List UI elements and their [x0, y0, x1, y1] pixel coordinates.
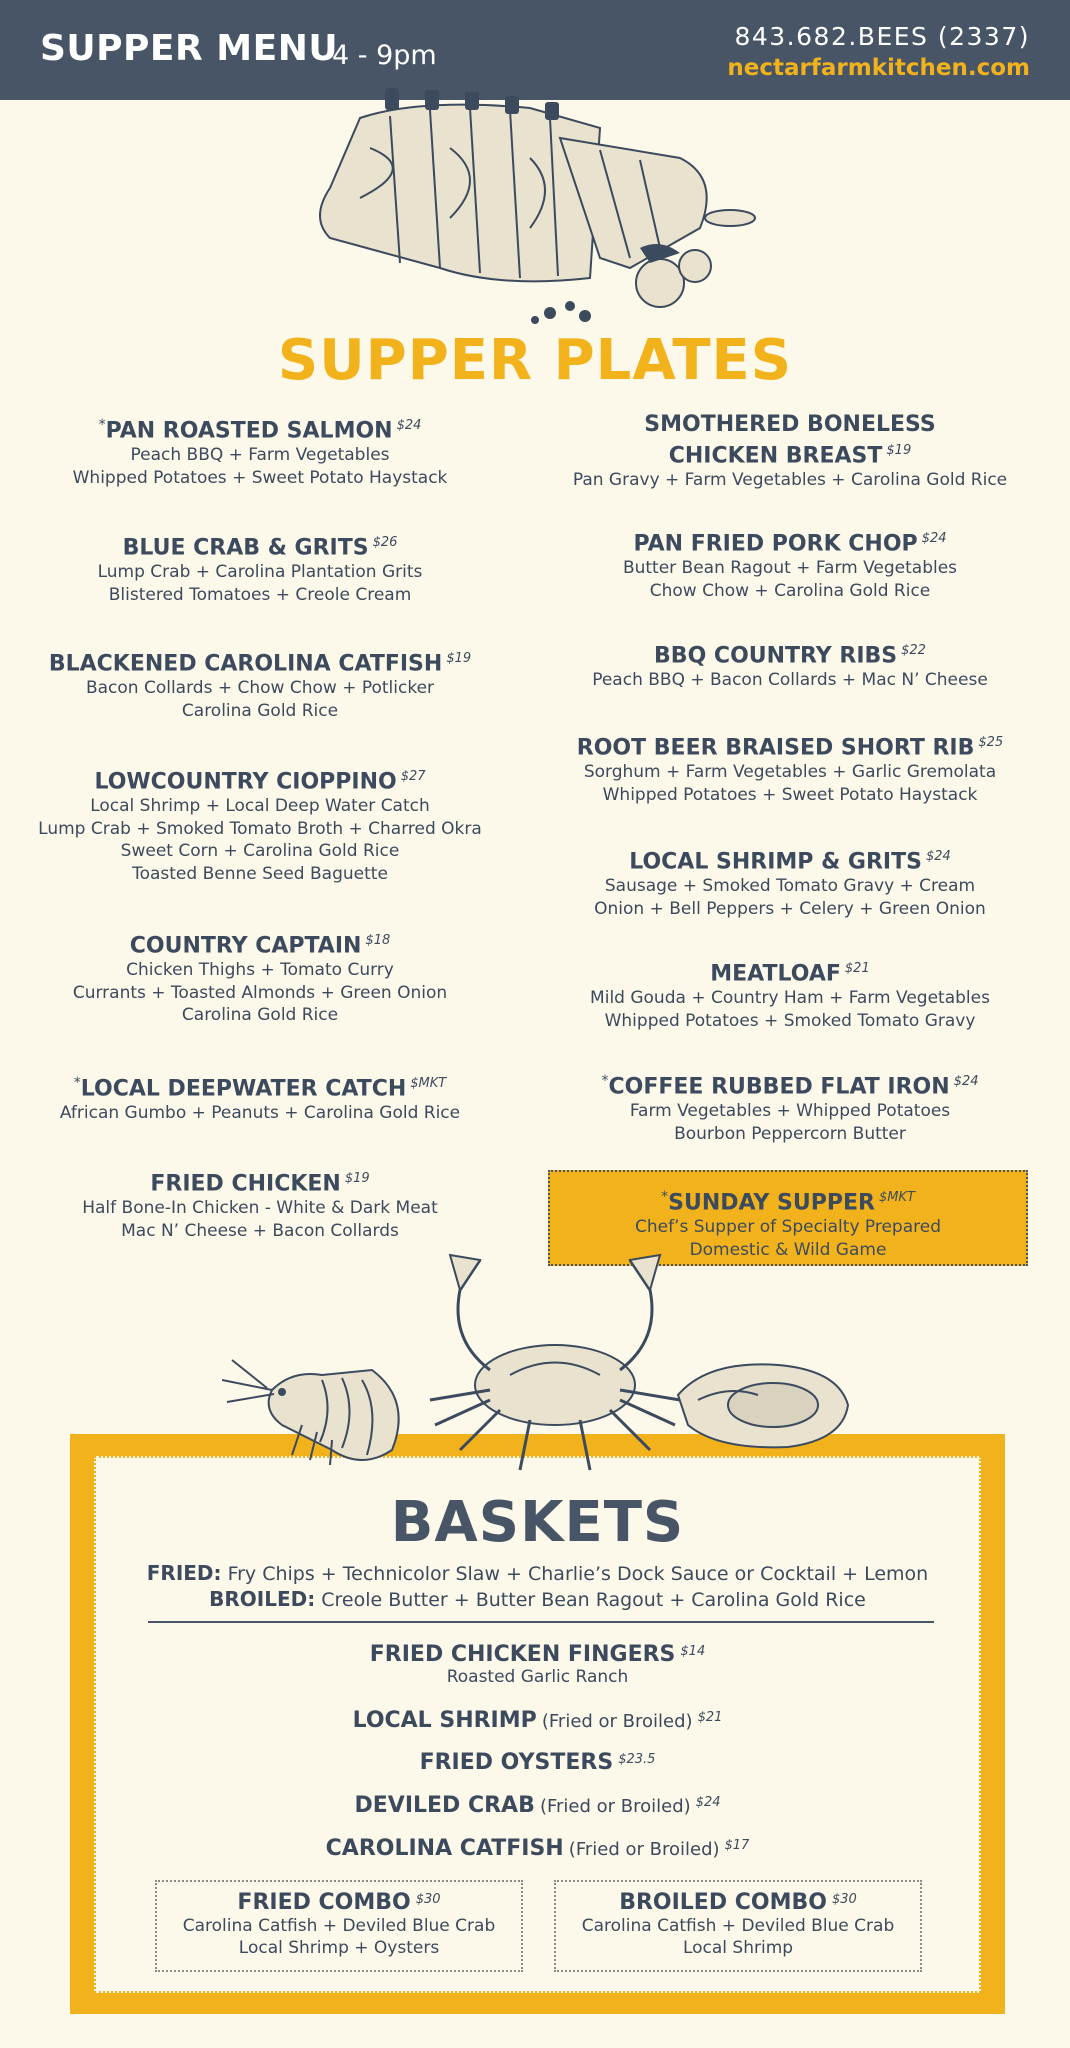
website-link[interactable]: nectarfarmkitchen.com [727, 55, 1030, 81]
menu-item: FRIED CHICKEN $^{\$19}$ Half Bone-In Chicken - White & Dark Meat Mac N’ Cheese + Bacon Collards [82, 1171, 438, 1241]
item-price: $MKT [410, 1076, 447, 1091]
item-price: $30 [831, 1891, 857, 1907]
item-name: COUNTRY CAPTAIN [129, 933, 362, 959]
menu-item: LOWCOUNTRY CIOPPINO $^{\$27}$ Local Shrimp + Local Deep Water Catch Lump Crab + Smoked Tomato Broth + Charred Okra Sweet Corn + Carolina Gold Rice Toasted Benne Seed Baguette [38, 769, 482, 884]
broiled-sides-line: BROILED: Creole Butter + Butter Bean Ragout + Carolina Gold Rice [209, 1587, 866, 1611]
basket-item: CAROLINA CATFISH (Fried or Broiled) $^{\$17}$ [325, 1836, 750, 1861]
item-name: LOCAL SHRIMP [352, 1708, 537, 1733]
shrimp-illustration [222, 1330, 422, 1470]
item-price: $19 [344, 1171, 370, 1186]
item-price: $24 [695, 1794, 721, 1810]
phone-number[interactable]: 843.682.BEES (2337) [734, 22, 1030, 51]
item-name: BLACKENED CAROLINA CATFISH [48, 651, 443, 677]
fried-label: FRIED: [146, 1561, 222, 1585]
item-price: $22 [901, 643, 926, 658]
menu-item: COUNTRY CAPTAIN $^{\$18}$ Chicken Thighs + Tomato Curry Currants + Toasted Almonds + Green Onion Carolina Gold Rice [72, 933, 448, 1026]
basket-item: DEVILED CRAB (Fried or Broiled) $^{\$24}$ [354, 1793, 721, 1818]
basket-item: FRIED CHICKEN FINGERS $^{\$14}$ Roasted Garlic Ranch [369, 1642, 706, 1687]
baskets-divider [148, 1621, 934, 1623]
basket-item [70, 1750, 1005, 1775]
item-price: $MKT [878, 1190, 915, 1205]
item-name: BROILED COMBO [619, 1890, 827, 1915]
menu-item: LOCAL SHRIMP & GRITS $^{\$24}$ Sausage + Smoked Tomato Gravy + Cream Onion + Bell Peppers + Celery + Green Onion [594, 849, 986, 919]
item-price: $21 [844, 961, 870, 976]
menu-item: MEATLOAF $^{\$21}$ Mild Gouda + Country Ham + Farm Vegetables Whipped Potatoes + Smoked Tomato Gravy [590, 961, 990, 1031]
item-price: $25 [978, 735, 1004, 750]
broiled-combo-box: BROILED COMBO $^{\$30}$ Carolina Catfish + Deviled Blue Crab Local Shrimp [554, 1880, 922, 1972]
fried-sides-line: FRIED: Fry Chips + Technicolor Slaw + Charlie’s Dock Sauce or Cocktail + Lemon [146, 1561, 929, 1585]
item-name: SUNDAY SUPPER [668, 1190, 875, 1216]
menu-item: ROOT BEER BRAISED SHORT RIB $^{\$25}$ Sorghum + Farm Vegetables + Garlic Gremolata Whipped Potatoes + Sweet Potato Haystack [576, 735, 1004, 805]
item-name: BLUE CRAB & GRITS [122, 535, 369, 561]
item-price: $24 [925, 849, 951, 864]
item-price: $17 [724, 1837, 750, 1853]
item-name: BBQ COUNTRY RIBS [654, 643, 898, 669]
broiled-label: BROILED: [209, 1587, 316, 1611]
fried-combo-box: FRIED COMBO $^{\$30}$ Carolina Catfish + Deviled Blue Crab Local Shrimp + Oysters [155, 1880, 523, 1972]
menu-item: BLUE CRAB & GRITS $^{\$26}$ Lump Crab + Carolina Plantation Grits Blistered Tomatoes + Creole Cream [97, 535, 423, 605]
item-price: $18 [365, 933, 391, 948]
item-price: $23.5 [618, 1751, 656, 1767]
item-name: LOCAL DEEPWATER CATCH [80, 1076, 407, 1102]
menu-item: BBQ COUNTRY RIBS $^{\$22}$ Peach BBQ + Bacon Collards + Mac N’ Cheese [592, 643, 988, 691]
item-name: FRIED CHICKEN [150, 1171, 341, 1197]
item-price: $14 [680, 1643, 706, 1659]
item-name: PAN FRIED PORK CHOP [633, 531, 918, 557]
item-name: COFFEE RUBBED FLAT IRON [608, 1074, 950, 1100]
item-name: PAN ROASTED SALMON [105, 418, 393, 444]
item-price: $19 [446, 651, 472, 666]
item-price: $21 [697, 1709, 723, 1725]
baskets-title: BASKETS [390, 1490, 685, 1555]
item-price: $27 [400, 769, 426, 784]
item-price: $24 [953, 1074, 979, 1089]
menu-item: SMOTHERED BONELESS CHICKEN BREAST $^{\$19}$ Pan Gravy + Farm Vegetables + Carolina Gold Rice [545, 412, 1035, 492]
menu-item: *PAN ROASTED SALMON $^{\$24}$ Peach BBQ + Farm Vegetables Whipped Potatoes + Sweet Potato Haystack [72, 417, 448, 488]
menu-item: *COFFEE RUBBED FLAT IRON $^{\$24}$ Farm Vegetables + Whipped Potatoes Bourbon Peppercorn Butter [601, 1073, 979, 1144]
item-name: FRIED OYSTERS [419, 1750, 614, 1775]
item-name: DEVILED CRAB [354, 1793, 535, 1818]
basket-item: LOCAL SHRIMP (Fried or Broiled) $^{\$21}$ [352, 1708, 723, 1733]
menu-item: PAN FRIED PORK CHOP $^{\$24}$ Butter Bean Ragout + Farm Vegetables Chow Chow + Carolina Gold Rice [622, 531, 958, 601]
item-name: CAROLINA CATFISH [325, 1836, 564, 1861]
item-name: SMOTHERED BONELESS [644, 412, 936, 437]
item-price: $30 [415, 1891, 441, 1907]
menu-item: *LOCAL DEEPWATER CATCH $^{\$MKT}$ African Gumbo + Peanuts + Carolina Gold Rice [59, 1075, 461, 1124]
ribs-illustration [300, 88, 770, 328]
item-name: FRIED COMBO [237, 1890, 411, 1915]
sunday-supper-box: *SUNDAY SUPPER $^{\$MKT}$ Chef’s Supper of Specialty Prepared Domestic & Wild Game [548, 1170, 1028, 1266]
item-name: FRIED CHICKEN FINGERS [369, 1642, 676, 1667]
item-name: CHICKEN BREAST [668, 443, 883, 469]
menu-title: SUPPER MENU [40, 28, 339, 69]
menu-item: BLACKENED CAROLINA CATFISH $^{\$19}$ Bacon Collards + Chow Chow + Potlicker Carolina Gold Rice [48, 651, 472, 721]
item-name: ROOT BEER BRAISED SHORT RIB [576, 735, 975, 761]
supper-plates-title: SUPPER PLATES [277, 328, 793, 393]
item-name: LOCAL SHRIMP & GRITS [629, 849, 922, 875]
header-bar [0, 0, 1070, 100]
item-price: $24 [921, 531, 947, 546]
item-name: LOWCOUNTRY CIOPPINO [94, 769, 397, 795]
item-price: $24 [396, 418, 422, 433]
oyster-illustration [668, 1355, 858, 1455]
item-price: $19 [886, 443, 912, 458]
menu-hours: 4 - 9pm [332, 40, 437, 71]
item-price: $26 [372, 535, 398, 550]
crab-illustration [420, 1250, 690, 1480]
item-name: MEATLOAF [710, 961, 841, 987]
